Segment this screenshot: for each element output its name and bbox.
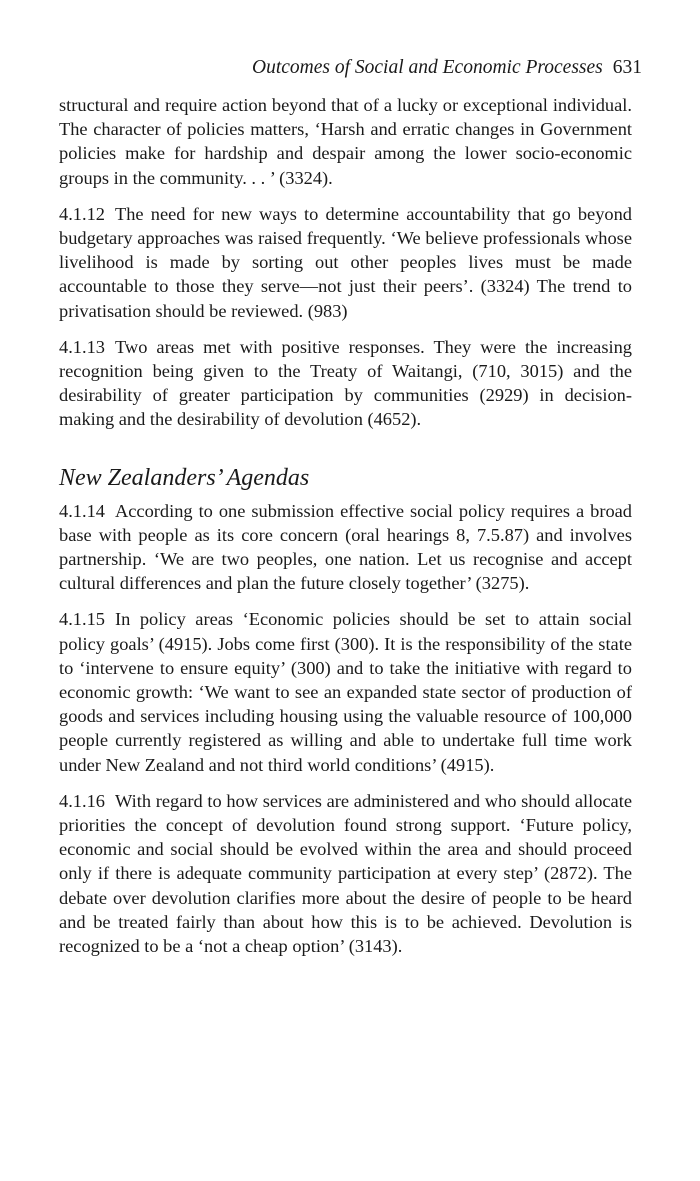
page-number: 631 (612, 57, 642, 78)
running-title: Outcomes of Social and Economic Processes (252, 57, 603, 78)
paragraph-4-1-13 (59, 335, 632, 432)
paragraph-4-1-14 (59, 499, 632, 596)
paragraph-text: With regard to how services are administered and who should allocate priorities the concept of devolution found strong support. ‘Future policy, economic and social should be evolved within the area and should proceed only if there is adequate community participation at every step’ (2872). The debate over devolution clarifies more about the desire of people to be heard and be treated fairly than about how this is to be achieved. Devolution is recognized to be a ‘not a cheap option’ (3143). (59, 790, 632, 957)
paragraph-number: 4.1.14 (59, 500, 105, 521)
paragraph-text: In policy areas ‘Economic policies should be set to attain social policy goals’ (4915). Jobs come first (300). It is the responsibility of the state to ‘intervene to ensure equity’ (300) and to take the initiative with regard to economic growth: ‘We want to see an expanded state sector of production of goods and services including housing using the valuable resource of 100,000 people currently registered as willing and able to undertake full time work under New Zealand and not third world conditions’ (4915). (59, 609, 632, 775)
paragraph-number: 4.1.15 (59, 609, 105, 630)
page-body (59, 93, 632, 970)
paragraph-4-1-16 (59, 789, 632, 958)
paragraph-text: The need for new ways to determine accountability that go beyond budgetary approaches was raised frequently. ‘We believe professionals whose livelihood is made by sorting out other peoples lives must be made accountable to those they serve—not just their peers’. (3324) The trend to privatisation should be reviewed. (983) (59, 203, 632, 321)
running-head (58, 56, 642, 80)
paragraph-text: Two areas met with positive responses. They were the increasing recognition being given to the Treaty of Waitangi, (710, 3015) and the desirability of greater participation by communities (2929) in decision-making and the desirability of devolution (4652). (59, 336, 632, 430)
section-heading: New Zealanders’ Agendas (59, 464, 310, 491)
paragraph-number: 4.1.13 (59, 336, 105, 357)
paragraph-number: 4.1.16 (59, 790, 105, 811)
paragraph-number: 4.1.12 (59, 203, 105, 224)
paragraph-4-1-12 (59, 202, 632, 323)
paragraph-text: According to one submission effective social policy requires a broad base with people as its core concern (oral hearings 8, 7.5.87) and involves partnership. ‘We are two peoples, one nation. Let us recognise and accept cultural differences and plan the future closely together’ (3275). (59, 500, 632, 594)
paragraph-4-1-15 (59, 607, 632, 776)
paragraph-continued (59, 93, 632, 190)
paragraph-text: structural and require action beyond that of a lucky or exceptional individual. The character of policies matters, ‘Harsh and erratic changes in Government policies make for hardship and despair among the lower socio-economic groups in the community. . . ’ (3324). (59, 95, 632, 188)
